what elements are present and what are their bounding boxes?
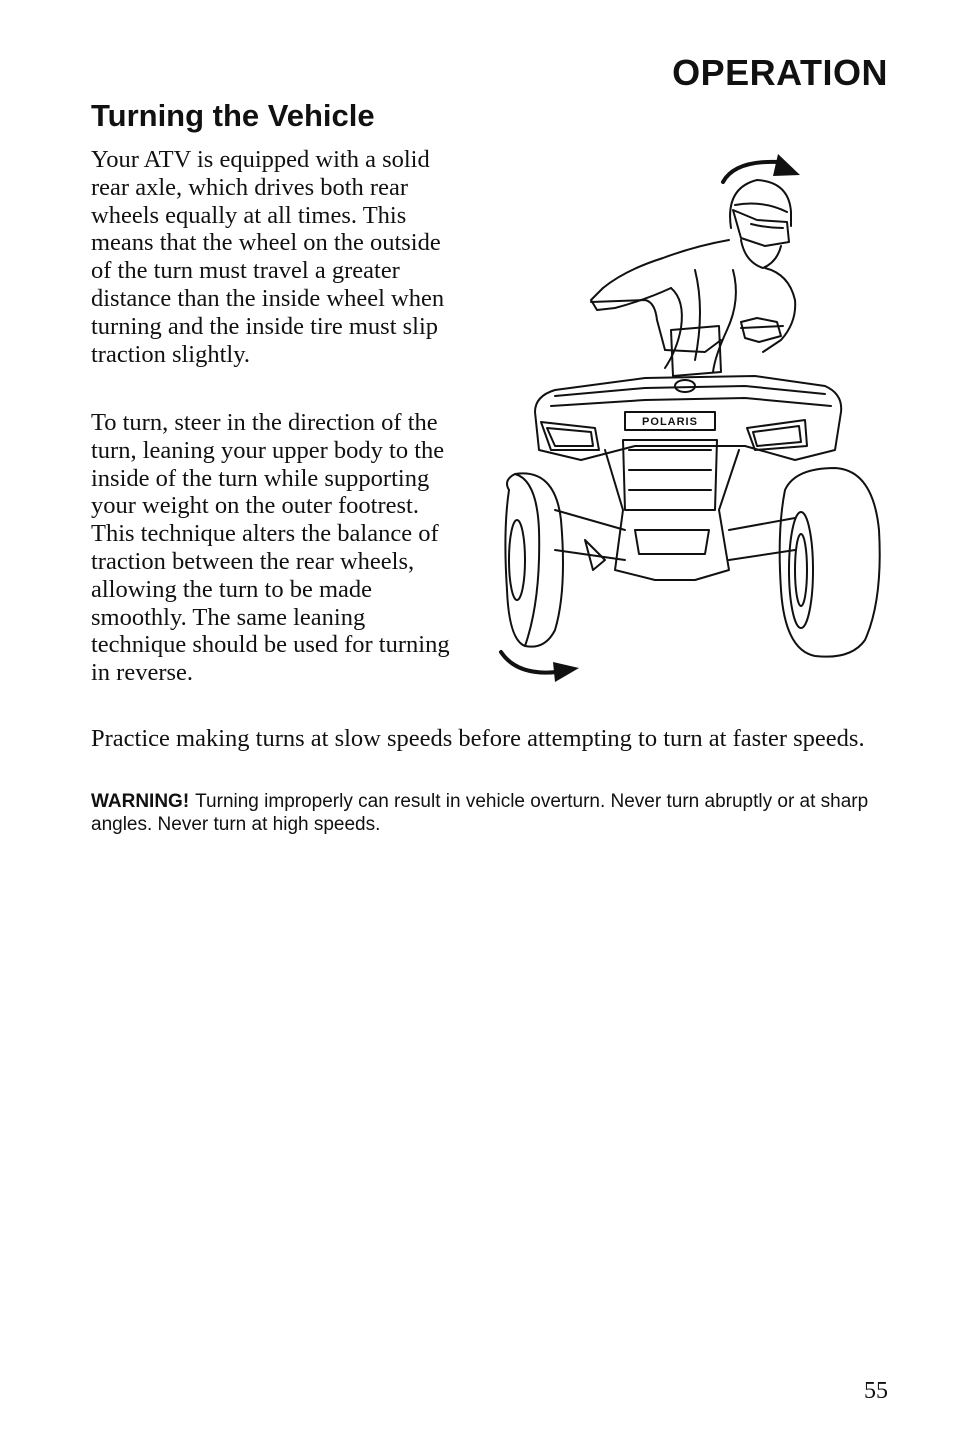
section-header: OPERATION bbox=[672, 52, 888, 93]
front-grille bbox=[605, 440, 739, 580]
rotation-arrow-icon bbox=[501, 652, 579, 682]
paragraph-practice: Practice making turns at slow speeds before attempting to turn at faster speeds. bbox=[91, 725, 865, 752]
rider-helmet bbox=[730, 180, 791, 268]
suspension-arms bbox=[555, 510, 795, 570]
warning-text: Turning improperly can result in vehicle overturn. Never turn abruptly or at sharp angles. Never turn at high speeds. bbox=[91, 791, 869, 835]
atv-turning-illustration bbox=[495, 150, 890, 685]
warning-label: WARNING! bbox=[91, 791, 190, 812]
paragraph-turn-technique: To turn, steer in the direction of the turn, leaning your upper body to the inside of the turn while supporting your weight on the outer footrest. This technique alters the balance of traction between the rear wheels, allowing the turn to be made smoothly. The same leaning technique should be used for turning in reverse. bbox=[91, 409, 450, 687]
rotation-arrow-icon bbox=[723, 154, 800, 182]
warning-notice bbox=[91, 790, 871, 836]
handlebar bbox=[591, 300, 783, 352]
page-number: 55 bbox=[864, 1378, 888, 1404]
brand-logo: POLARIS bbox=[642, 416, 698, 428]
page-title: Turning the Vehicle bbox=[91, 98, 375, 133]
paragraph-rear-axle: Your ATV is equipped with a solid rear axle, which drives both rear wheels equally at all times. This means that the wheel on the outside of the turn must travel a greater distance than the inside wheel when turning and the inside tire must slip traction slightly. bbox=[91, 146, 445, 368]
left-wheel bbox=[505, 473, 563, 646]
right-wheel bbox=[780, 468, 880, 657]
